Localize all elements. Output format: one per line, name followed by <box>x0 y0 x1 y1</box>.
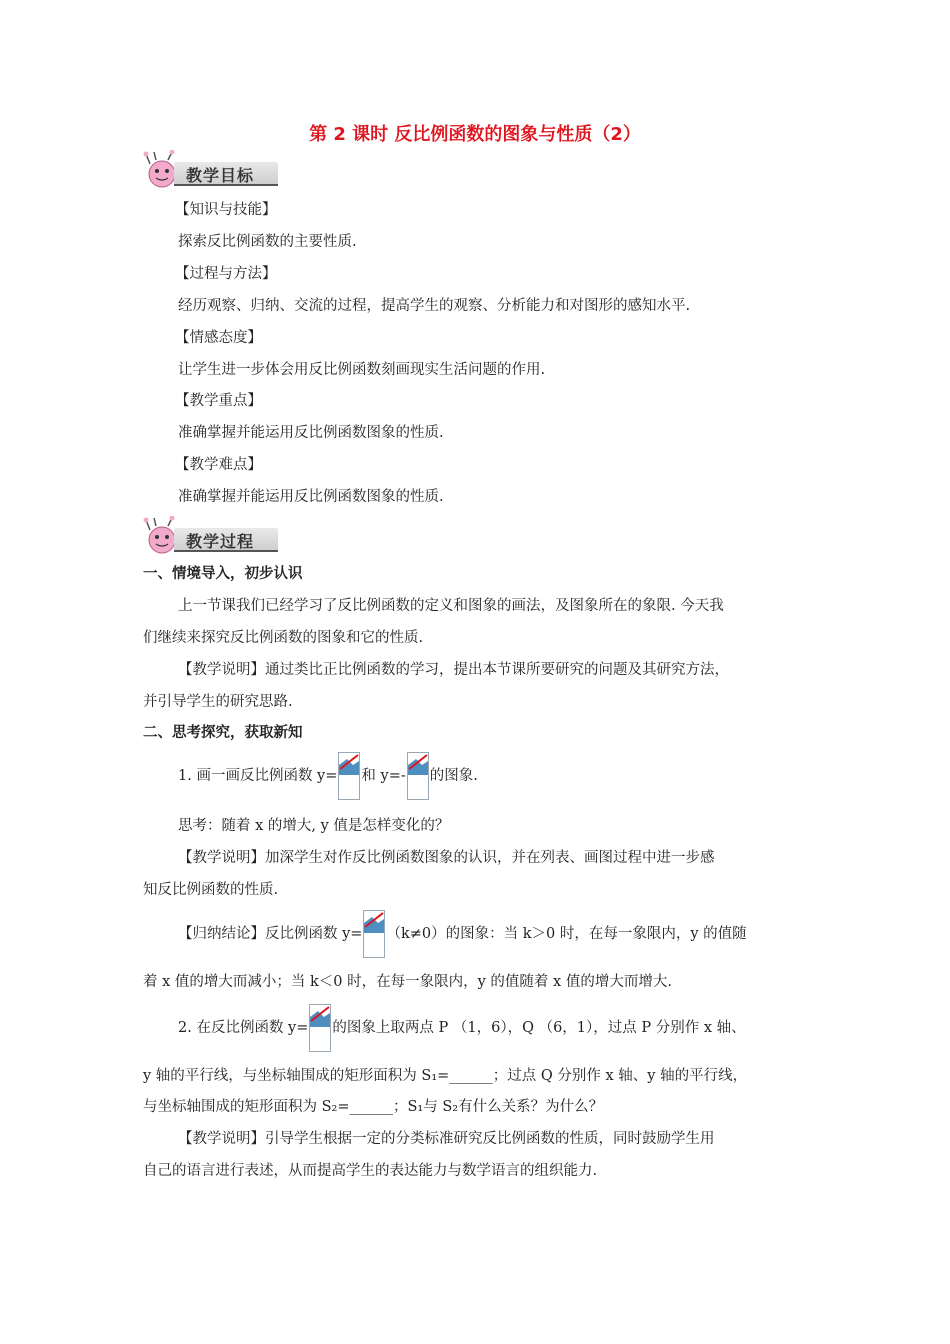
conclusion-text-a: 【归纳结论】反比例函数 y= <box>178 926 363 942</box>
paragraph-line: 【教学说明】引导学生根据一定的分类标准研究反比例函数的性质，同时鼓励学生用 <box>178 1131 715 1147</box>
think-line: 思考：随着 x 的增大, y 值是怎样变化的？ <box>178 818 450 834</box>
section-heading-1: 一、情境导入，初步认识 <box>143 566 303 582</box>
conclusion-text-b: （k≠0）的图象：当 k＞0 时，在每一象限内，y 的值随 <box>386 926 747 942</box>
question-2 <box>178 1004 746 1052</box>
goal-text-2: 经历观察、归纳、交流的过程，提高学生的观察、分析能力和对图形的感知水平. <box>178 298 691 314</box>
goal-text-5: 准确掌握并能运用反比例函数图象的性质. <box>178 489 444 505</box>
goal-text-1: 探索反比例函数的主要性质. <box>178 234 357 250</box>
question-1-text-b: 和 y=- <box>361 768 406 784</box>
formula-image-icon <box>407 752 429 800</box>
goal-label-2: 【过程与方法】 <box>175 266 277 282</box>
paragraph-line: 上一节课我们已经学习了反比例函数的定义和图象的画法，及图象所在的象限. 今天我 <box>178 598 724 614</box>
banner-label: 教学过程 <box>186 532 255 551</box>
banner-label: 教学目标 <box>186 166 255 185</box>
formula-image-icon <box>309 1004 331 1052</box>
section-heading-2: 二、思考探究，获取新知 <box>143 725 303 741</box>
question-2-text-b: 的图象上取两点 P （1，6），Q （6，1），过点 P 分别作 x 轴、 <box>332 1020 746 1036</box>
goal-text-4: 准确掌握并能运用反比例函数图象的性质. <box>178 425 444 441</box>
paragraph-line: 知反比例函数的性质. <box>143 882 279 898</box>
paragraph-line: 【教学说明】加深学生对作反比例函数图象的认识，并在列表、画图过程中进一步感 <box>178 850 715 866</box>
paragraph-line: 们继续来探究反比例函数的图象和它的性质. <box>143 630 424 646</box>
paragraph-line: y 轴的平行线，与坐标轴围成的矩形面积为 S₁=______；过点 Q 分别作 x 轴、y 轴的平行线， <box>143 1068 748 1084</box>
paragraph-line: 并引导学生的研究思路. <box>143 694 293 710</box>
section-banner-process <box>142 516 288 554</box>
question-1-text-c: 的图象. <box>429 768 478 784</box>
section-banner-goals <box>142 150 288 188</box>
question-1-text-a: 1. 画一画反比例函数 y= <box>178 768 338 784</box>
paragraph-line: 与坐标轴围成的矩形面积为 S₂=______；S₁与 S₂有什么关系？为什么？ <box>143 1099 604 1115</box>
goal-label-4: 【教学重点】 <box>175 393 262 409</box>
paragraph-line: 【教学说明】通过类比正比例函数的学习，提出本节课所要研究的问题及其研究方法， <box>178 662 729 678</box>
goal-label-1: 【知识与技能】 <box>175 202 277 218</box>
goal-text-3: 让学生进一步体会用反比例函数刻画现实生活问题的作用. <box>178 362 546 378</box>
goal-label-5: 【教学难点】 <box>175 457 262 473</box>
goal-label-3: 【情感态度】 <box>175 330 262 346</box>
formula-image-icon <box>363 910 385 958</box>
page-title: 第 2 课时 反比例函数的图象与性质（2） <box>309 124 641 145</box>
paragraph-line: 着 x 值的增大而减小；当 k＜0 时，在每一象限内，y 的值随着 x 值的增大而增大. <box>143 974 672 990</box>
paragraph-line: 自己的语言进行表述，从而提高学生的表达能力与数学语言的组织能力. <box>143 1163 598 1179</box>
question-1 <box>178 752 478 800</box>
question-2-text-a: 2. 在反比例函数 y= <box>178 1020 309 1036</box>
formula-image-icon <box>338 752 360 800</box>
conclusion <box>178 910 747 958</box>
